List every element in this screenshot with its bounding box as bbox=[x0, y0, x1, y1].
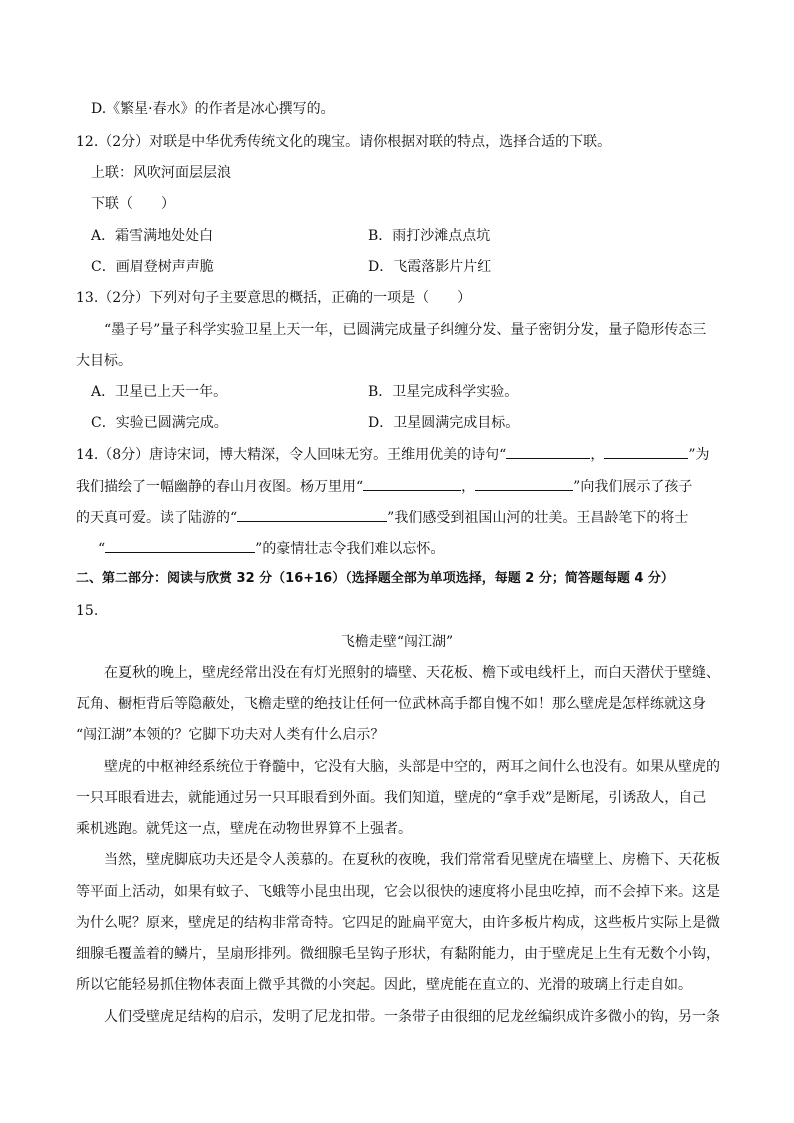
q14-blank-3[interactable] bbox=[363, 476, 461, 491]
q15-number: 15. bbox=[76, 603, 99, 619]
q13-option-a: A．卫星已上天一年。 bbox=[91, 384, 228, 400]
passage-p3-line4: 细腺毛覆盖着的鳞片，呈扇形排列。微细腺毛呈钩子形状，有黏附能力，由于壁虎足上生有无数个小钩， bbox=[76, 946, 720, 962]
q14-blank-6[interactable] bbox=[105, 538, 255, 553]
q14-line4 bbox=[98, 538, 444, 559]
q14-line3-text-b: ”我们感受到祖国山河的壮美。王昌龄笔下的将士 bbox=[387, 510, 689, 526]
q13-stem: 13.（2分）下列对句子主要意思的概括，正确的一项是（ ） bbox=[76, 290, 472, 306]
q14-line2-text-b: ， bbox=[461, 479, 476, 495]
passage-p3-line5: 所以它能轻易抓住物体表面上微乎其微的小突起。因此，壁虎能在直立的、光滑的玻璃上行走自如。 bbox=[76, 977, 692, 993]
passage-p1-line2: 瓦角、橱柜背后等隐蔽处，飞檐走壁的绝技让任何一位武林高手都自愧不如！那么壁虎是怎样练就这身 bbox=[76, 696, 706, 712]
q14-line1-text-c: ”为 bbox=[688, 447, 710, 463]
q13-option-c: C．实验已圆满完成。 bbox=[91, 415, 228, 431]
q14-blank-2[interactable] bbox=[604, 444, 688, 459]
q12-stem: 12.（2分）对联是中华优秀传统文化的瑰宝。请你根据对联的特点，选择合适的下联。 bbox=[76, 134, 612, 150]
passage-p2-line2: 一只耳眼看进去，就能通过另一只耳眼看到外面。我们知道，壁虎的“拿手戏”是断尾，引诱敌人，自己 bbox=[76, 790, 707, 806]
q12-upper-couplet: 上联：风吹河面层层浪 bbox=[91, 165, 231, 181]
q14-line2 bbox=[76, 476, 692, 497]
q13-option-b: B．卫星完成科学实验。 bbox=[368, 384, 519, 400]
passage-p1-line1: 在夏秋的晚上，壁虎经常出没在有灯光照射的墙壁、天花板、檐下或电线杆上，而白天潜伏于壁缝、 bbox=[104, 665, 720, 681]
q14-line3 bbox=[76, 507, 688, 528]
q14-line4-text-b: ”的豪情壮志令我们难以忘怀。 bbox=[255, 541, 445, 557]
q14-line2-text-c: ”向我们展示了孩子 bbox=[573, 479, 693, 495]
q12-option-b: B．雨打沙滩点点坑 bbox=[368, 228, 491, 244]
q12-option-a: A．霜雪满地处处白 bbox=[91, 228, 214, 244]
q13-passage-line2: 大目标。 bbox=[76, 353, 132, 369]
q12-lower-couplet: 下联（ ） bbox=[91, 196, 175, 212]
q12-option-c: C．画眉登树声声脆 bbox=[91, 259, 214, 275]
q14-blank-1[interactable] bbox=[506, 444, 590, 459]
passage-p3-line3: 为什么呢？原来，壁虎足的结构非常奇特。它四足的趾扁平宽大，由许多板片构成，这些板片实际上是微 bbox=[76, 915, 720, 931]
q14-line2-text-a: 我们描绘了一幅幽静的春山月夜图。杨万里用“ bbox=[76, 479, 364, 495]
q12-option-d: D．飞霞落影片片红 bbox=[368, 259, 492, 275]
passage-p4-line1: 人们受壁虎足结构的启示，发明了尼龙扣带。一条带子由很细的尼龙丝编织成许多微小的钩，另一条 bbox=[104, 1009, 720, 1025]
q14-line1 bbox=[76, 444, 710, 465]
q14-line1-text-a: 14.（8分）唐诗宋词，博大精深，令人回味无穷。王维用优美的诗句“ bbox=[76, 447, 507, 463]
q14-blank-4[interactable] bbox=[475, 476, 573, 491]
passage-p2-line1: 壁虎的中枢神经系统位于脊髓中，它没有大脑，头部是中空的，两耳之间什么也没有。如果从壁虎的 bbox=[104, 759, 720, 775]
q13-option-d: D．卫星圆满完成目标。 bbox=[368, 415, 520, 431]
q13-passage-line1: “墨子号”量子科学实验卫星上天一年，已圆满完成量子纠缠分发、量子密钥分发，量子隐形传态三 bbox=[104, 322, 707, 338]
q14-line1-text-b: ， bbox=[590, 447, 605, 463]
q14-line4-text-a: “ bbox=[98, 541, 106, 557]
q14-blank-5[interactable] bbox=[237, 507, 387, 522]
passage-title: 飞檐走壁“闯江湖” bbox=[340, 634, 454, 650]
q11-option-d: D.《繁星·春水》的作者是冰心撰写的。 bbox=[91, 101, 335, 117]
q14-line3-text-a: 的天真可爱。读了陆游的“ bbox=[76, 510, 238, 526]
passage-p3-line1: 当然，壁虎脚底功夫还是令人羡慕的。在夏秋的夜晚，我们常常看见壁虎在墙壁上、房檐下、天花板 bbox=[104, 852, 720, 868]
passage-p1-line3: “闯江湖”本领的？它脚下功夫对人类有什么启示？ bbox=[76, 727, 385, 743]
passage-p2-line3: 乘机逃跑。就凭这一点，壁虎在动物世界算不上强者。 bbox=[76, 821, 412, 837]
passage-p3-line2: 等平面上活动，如果有蚊子、飞蛾等小昆虫出现，它会以很快的速度将小昆虫吃掉，而不会掉下来。这是 bbox=[76, 884, 720, 900]
section-2-heading: 二、第二部分：阅读与欣赏 32 分（16+16）（选择题全部为单项选择，每题 2 分；简答题每题 4 分） bbox=[76, 571, 674, 586]
